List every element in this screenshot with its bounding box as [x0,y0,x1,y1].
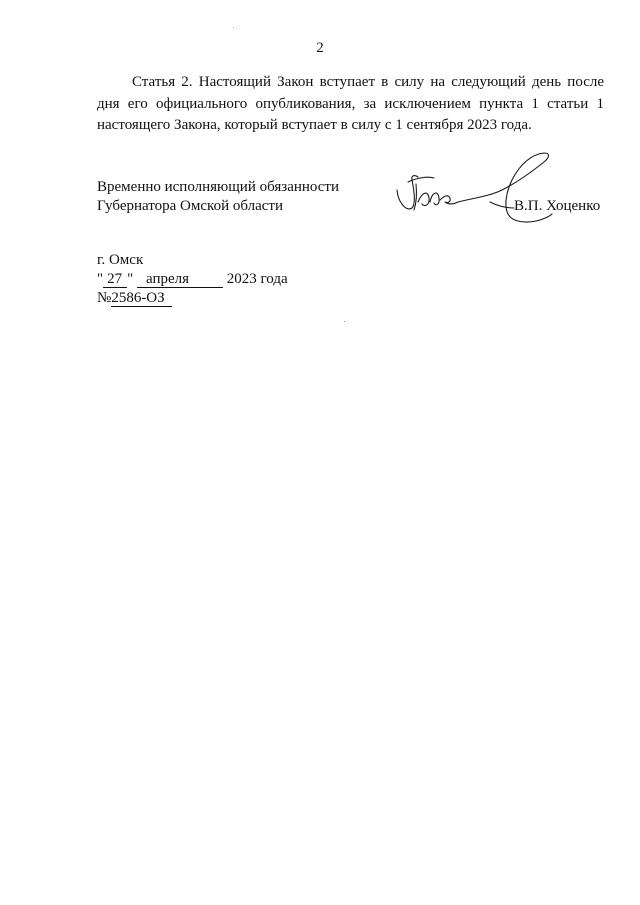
signer-title [97,178,339,216]
law-number: 2586-ОЗ [111,291,172,307]
scan-speck [233,27,234,28]
signer-title-line-2: Губернатора Омской области [97,198,283,214]
date-day: 27 [103,272,127,288]
date-quote-open: " [97,271,104,287]
date-month: апреля [137,272,223,288]
date-year: 2023 года [226,271,288,287]
signer-title-line-1: Временно исполняющий обязанности [97,179,340,195]
city: г. Омск [97,252,144,268]
date-line [97,270,288,289]
article-2-text: Статья 2. Настоящий Закон вступает в силу на следующий день после дня его официального опубликования, за исключением пункта 1 статьи 1 настоящего Закона, который вступает в силу с 1 сентября 2023 года. [97,74,604,133]
law-number-line [97,289,288,308]
scan-speck [344,321,345,322]
page-number: 2 [316,40,324,56]
signer-name: В.П. Хоценко [514,198,601,214]
number-sign: № [97,290,112,306]
handwritten-signature [394,150,554,230]
date-quote-close: " [127,271,134,287]
place-and-date [97,251,288,308]
